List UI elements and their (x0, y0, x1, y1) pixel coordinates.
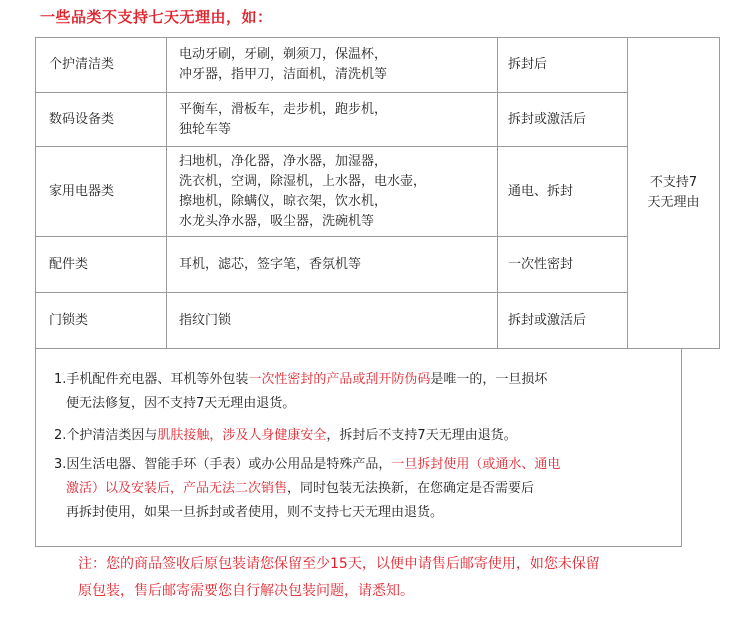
items-cell (167, 237, 498, 293)
summary-label: 不支持7 天无理由 (647, 175, 700, 210)
note-1-text: 便无法修复，因不支持7天无理由退货。 (66, 396, 296, 411)
condition-label: 通电、拆封 (508, 183, 574, 199)
items-cell (167, 38, 498, 93)
note-3 (54, 453, 654, 525)
condition-label: 拆封或激活后 (508, 312, 587, 328)
condition-cell (498, 293, 628, 349)
items-label: 耳机，滤芯，签字笔，香氛机等 (179, 256, 362, 272)
category-cell (36, 38, 167, 93)
items-label: 指纹门锁 (179, 312, 232, 328)
summary-cell (628, 38, 720, 349)
category-cell (36, 93, 167, 147)
note-1 (54, 368, 654, 416)
category-cell (36, 147, 167, 237)
category-label: 家用电器类 (49, 183, 115, 199)
note-3-text: ，同时包装无法换新，在您确定是否需要后 (287, 481, 535, 496)
note-2-text: ，拆封后不支持7天无理由退货。 (326, 428, 517, 443)
items-cell (167, 147, 498, 237)
condition-cell (498, 93, 628, 147)
table-row (36, 38, 720, 93)
items-cell (167, 93, 498, 147)
table-row (36, 293, 720, 349)
condition-label: 拆封或激活后 (508, 111, 587, 127)
note-3-text: 再拆封使用，如果一旦拆封或者使用，则不支持七天无理由退货。 (66, 505, 444, 520)
packaging-reminder (78, 551, 678, 605)
page-heading: 一些品类不支持七天无理由，如： (40, 8, 273, 26)
return-policy-table (35, 37, 720, 349)
notes-box (35, 348, 682, 547)
category-cell (36, 293, 167, 349)
table-row (36, 237, 720, 293)
items-label: 扫地机，净化器，净水器，加湿器， 洗衣机，空调，除湿机，上水器，电水壶， 擦地机，除螨仪，晾衣架，饮水机， 水龙头净水器，吸尘器，洗碗机等 (179, 153, 427, 229)
condition-cell (498, 38, 628, 93)
note-3-highlight: 激活）以及安装后，产品无法二次销售 (66, 481, 288, 496)
note-2 (54, 424, 654, 448)
condition-label: 拆封后 (508, 57, 548, 72)
items-cell (167, 293, 498, 349)
condition-cell (498, 237, 628, 293)
table-row (36, 147, 720, 237)
note-2-text: 2.个护清洁类因与 (54, 428, 158, 443)
category-label: 个护清洁类 (49, 57, 115, 72)
note-1-highlight: 一次性密封的产品或刮开防伪码 (248, 372, 431, 387)
reminder-line: 原包装，售后邮寄需要您自行解决包装问题，请悉知。 (78, 583, 414, 599)
table-row (36, 93, 720, 147)
category-label: 数码设备类 (49, 111, 115, 127)
items-label: 平衡车，滑板车，走步机，跑步机， 独轮车等 (179, 101, 388, 137)
note-3-highlight: 一旦拆封使用（或通水、通电 (391, 457, 561, 472)
note-1-text: 1.手机配件充电器、耳机等外包装 (54, 372, 249, 387)
items-label: 电动牙刷，牙刷，剃须刀，保温杯， 冲牙器，指甲刀，洁面机，清洗机等 (179, 47, 388, 82)
condition-cell (498, 147, 628, 237)
condition-label: 一次性密封 (508, 256, 574, 272)
note-2-highlight: 肌肤接触，涉及人身健康安全 (157, 428, 327, 443)
category-label: 配件类 (49, 256, 89, 272)
reminder-line: 注：您的商品签收后原包装请您保留至少15天，以便申请售后邮寄使用，如您未保留 (78, 556, 600, 572)
category-cell (36, 237, 167, 293)
note-1-text: 是唯一的，一旦损坏 (430, 372, 548, 387)
note-3-text: 3.因生活电器、智能手环（手表）或办公用品是特殊产品， (54, 457, 392, 472)
category-label: 门锁类 (49, 312, 89, 328)
